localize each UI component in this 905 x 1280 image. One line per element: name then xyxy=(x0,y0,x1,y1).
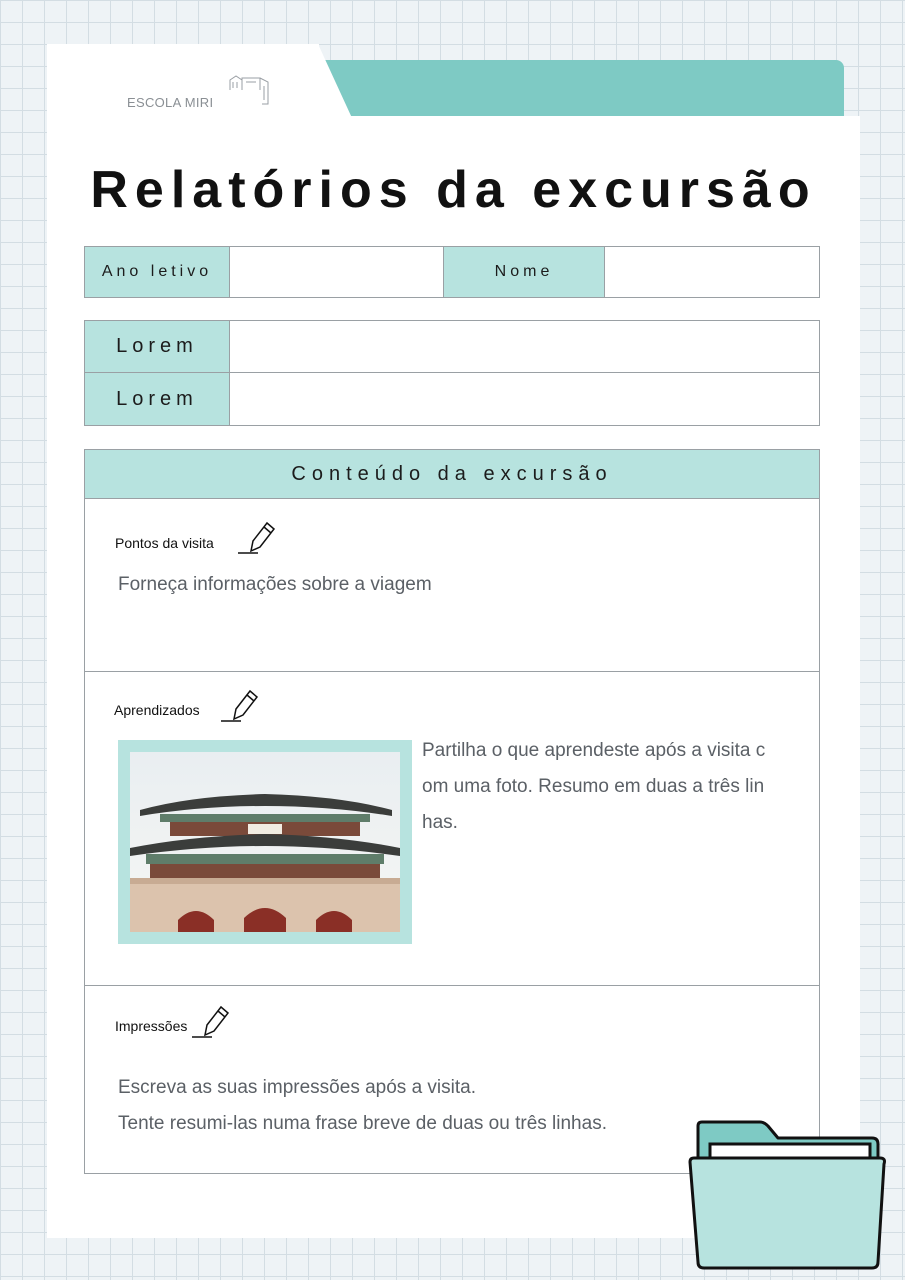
divider xyxy=(229,247,230,297)
extra-row-label: Lorem xyxy=(85,321,229,372)
section-label: Aprendizados xyxy=(114,702,200,718)
section-text-line: om uma foto. Resumo em duas a três lin xyxy=(422,776,765,797)
name-label: Nome xyxy=(444,247,604,297)
extra-row-field[interactable] xyxy=(231,373,819,425)
school-name: ESCOLA MIRI xyxy=(127,95,214,110)
section-text-line: Forneça informações sobre a viagem xyxy=(118,574,432,595)
section-text-line: Escreva as suas impressões após a visita. xyxy=(118,1077,476,1098)
page-title: Relatórios da excursão xyxy=(90,161,817,219)
section-text xyxy=(422,733,802,841)
palace-gate-photo xyxy=(130,752,400,932)
pencil-icon xyxy=(190,1002,230,1040)
pencil-icon xyxy=(219,686,259,724)
content-heading: Conteúdo da excursão xyxy=(85,450,819,499)
name-field[interactable] xyxy=(606,247,818,297)
section-text xyxy=(118,1070,718,1142)
folder-icon xyxy=(686,1118,890,1274)
divider xyxy=(229,321,230,425)
pencil-icon xyxy=(236,518,276,556)
section-text-line: has. xyxy=(422,812,458,833)
divider xyxy=(604,247,605,297)
building-icon xyxy=(228,74,272,106)
divider xyxy=(85,985,819,986)
section-label: Impressões xyxy=(115,1018,188,1034)
year-label: Ano letivo xyxy=(85,247,229,297)
section-text-line: Tente resumi-las numa frase breve de duas ou três linhas. xyxy=(118,1113,607,1134)
extra-row-field[interactable] xyxy=(231,321,819,372)
header-accent-tab xyxy=(318,60,844,118)
extra-row-label: Lorem xyxy=(85,373,229,425)
section-text xyxy=(118,567,432,603)
section-text-line: Partilha o que aprendeste após a visita c xyxy=(422,740,766,761)
section-label: Pontos da visita xyxy=(115,535,214,551)
divider xyxy=(85,671,819,672)
photo-frame xyxy=(118,740,412,944)
year-field[interactable] xyxy=(231,247,443,297)
